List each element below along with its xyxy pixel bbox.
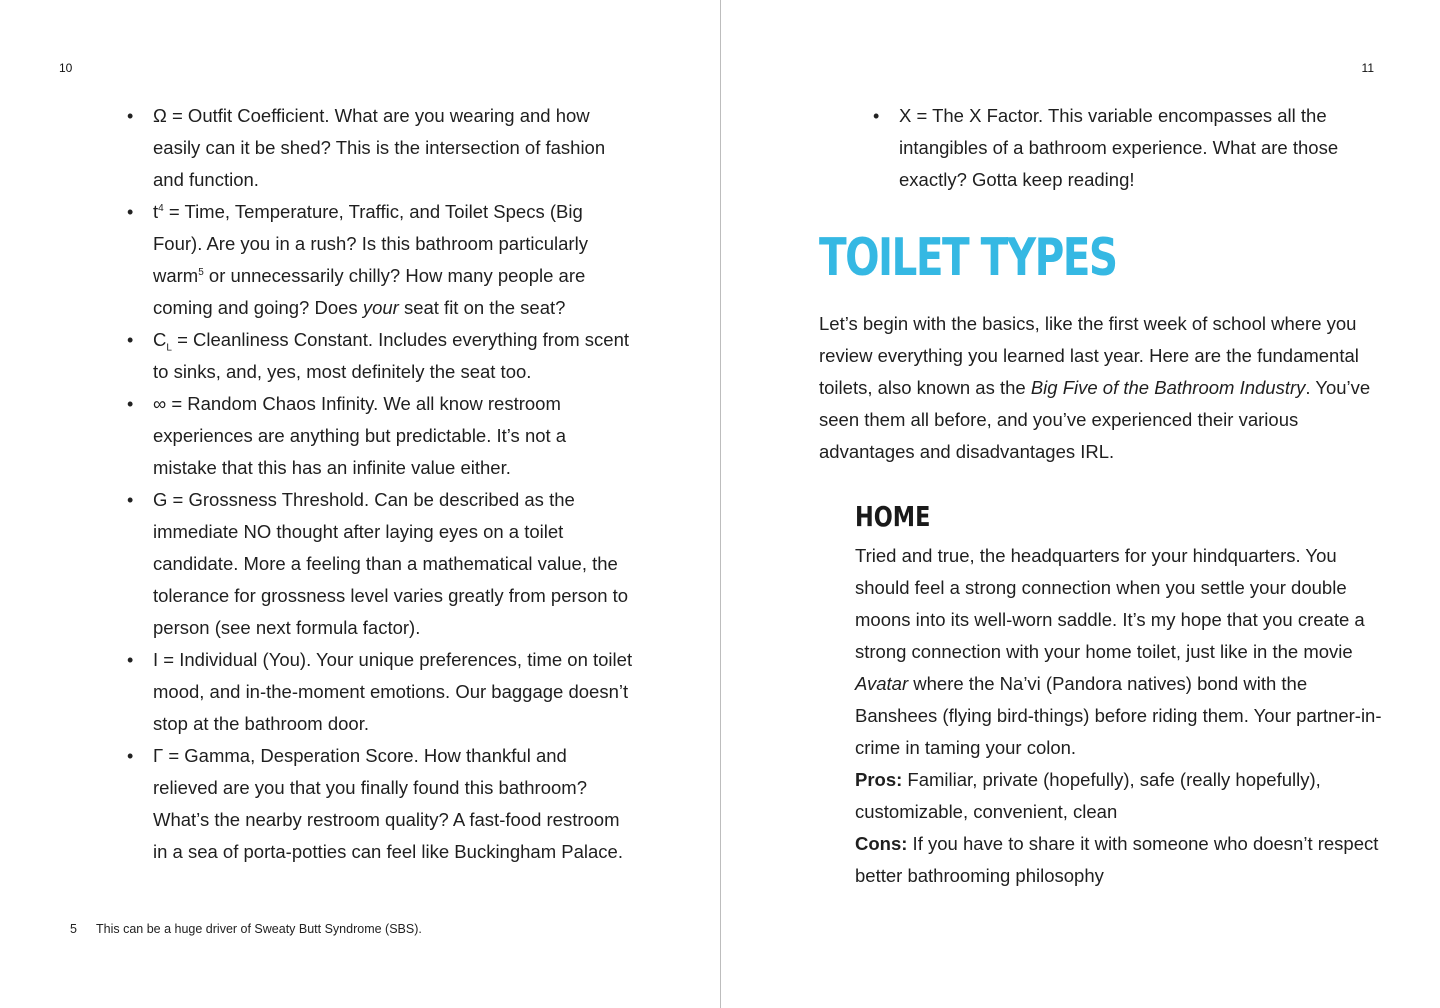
- formula-variable-list: [899, 100, 1339, 196]
- body-paragraph: Tried and true, the headquarters for your hindquarters. You should feel a strong connection when you settle your double moons into its well-worn saddle. It’s my hope that you create a strong connection with your home toilet, just like in the movie Avatar where the Na’vi (Pandora natives) bond with the Banshees (flying bird-things) before riding them. Your partner-in-crime in taming your colon.: [855, 545, 1382, 758]
- list-item: • I = Individual (You). Your unique preferences, time on toilet mood, and in-the-moment emotions. Our baggage doesn’t stop at the bathroom door.: [153, 644, 633, 740]
- home-toilet-description: [855, 540, 1385, 892]
- page-number: 11: [1361, 61, 1374, 75]
- page-number: 10: [59, 61, 73, 75]
- right-page: [721, 0, 1440, 1008]
- footnote-number: 5: [70, 922, 77, 936]
- list-item: • X = The X Factor. This variable encompasses all the intangibles of a bathroom experience. What are those exactly? Gotta keep reading!: [899, 100, 1339, 196]
- list-item: • $t^4$ = Time, Temperature, Traffic, and Toilet Specs (Big Four). Are you in a rush? Is this bathroom particularly warm$^5$ or unnecessarily chilly? How many people are coming and going? Does your seat fit on the seat?: [153, 196, 633, 324]
- footnote: [70, 922, 422, 936]
- list-item: • Γ = Gamma, Desperation Score. How thankful and relieved are you that you finally found this bathroom? What’s the nearby restroom quality? A fast-food restroom in a sea of porta-potties can feel like Buckingham Palace.: [153, 740, 633, 868]
- list-item: • $C_L$ = Cleanliness Constant. Includes everything from scent to sinks, and, yes, most definitely the seat too.: [153, 324, 633, 388]
- section-heading: TOILET TYPES: [819, 228, 1117, 288]
- list-item: • Ω = Outfit Coefficient. What are you wearing and how easily can it be shed? This is the intersection of fashion and function.: [153, 100, 633, 196]
- intro-paragraph: Let’s begin with the basics, like the first week of school where you review everything you learned last year. Here are the fundamental toilets, also known as the Big Five of the Bathroom Industry. You’ve seen them all before, and you’ve experienced their various advantages and disadvantages IRL.: [819, 313, 1371, 462]
- footnote-text: This can be a huge driver of Sweaty Butt Syndrome (SBS).: [96, 922, 422, 936]
- formula-variable-list: [153, 100, 633, 868]
- subsection-heading: HOME: [855, 500, 931, 533]
- pros-line: Pros: Familiar, private (hopefully), safe (really hopefully), customizable, convenient, clean: [855, 769, 1321, 822]
- footnote-reference: 5: [198, 266, 204, 278]
- list-item: • G = Grossness Threshold. Can be described as the immediate NO thought after laying eyes on a toilet candidate. More a feeling than a mathematical value, the tolerance for grossness level varies greatly from person to person (see next formula factor).: [153, 484, 633, 644]
- list-item: • ∞ = Random Chaos Infinity. We all know restroom experiences are anything but predictable. It’s not a mistake that this has an infinite value either.: [153, 388, 633, 484]
- cons-line: Cons: If you have to share it with someone who doesn’t respect better bathrooming philosophy: [855, 833, 1379, 886]
